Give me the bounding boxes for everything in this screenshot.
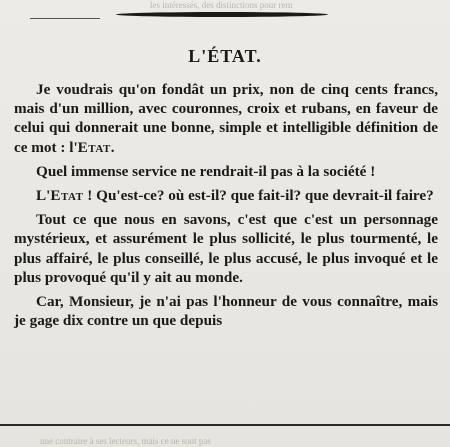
paragraph-5-text: Car, Monsieur, je n'ai pas l'honneur de vous connaître, mais je gage dix contre un que depuis — [14, 293, 438, 330]
paragraph-5 — [14, 292, 438, 330]
column-rule-left — [30, 18, 100, 19]
bottom-rule — [0, 424, 450, 426]
paragraph-3-text: ! Qu'est-ce? où est-il? que fait-il? que devrait-il faire? — [83, 187, 434, 205]
paragraph-3 — [14, 186, 438, 205]
bleed-through-text-bottom: une contraire à ses lecteurs, mais ce ne sont pas — [40, 436, 211, 446]
paragraph-1-text: Je voudrais qu'on fondât un prix, non de cinq cents francs, mais d'un million, avec couronnes, croix et rubans, en faveur de celui qui donnerait une bonne, simple et intelligible définition de ce mot : l' — [14, 81, 438, 156]
paragraph-4-text: Tout ce que nous en savons, c'est que c'est un personnage mystérieux, et assurément le plus sollicité, le plus tourmenté, le plus affairé, le plus conseillé, le plus accusé, le plus invoqué et le plus provoqué qu'il y ait au monde. — [14, 211, 438, 286]
paragraph-3-start: L' — [36, 187, 51, 205]
article-body — [14, 80, 438, 335]
paragraph-1 — [14, 80, 438, 157]
paragraph-2-text: Quel immense service ne rendrait-il pas à la société ! — [36, 162, 376, 180]
etat-word: Etat — [77, 138, 111, 156]
paragraph-1-end: . — [110, 138, 115, 156]
article-title: L'ÉTAT. — [188, 46, 262, 66]
paragraph-4 — [14, 210, 438, 287]
section-divider-rule — [116, 12, 328, 17]
paragraph-2 — [14, 162, 438, 181]
bleed-through-text-top: les intéressés, des distinctions pour rem — [150, 0, 293, 10]
etat-word: Etat — [50, 187, 84, 205]
